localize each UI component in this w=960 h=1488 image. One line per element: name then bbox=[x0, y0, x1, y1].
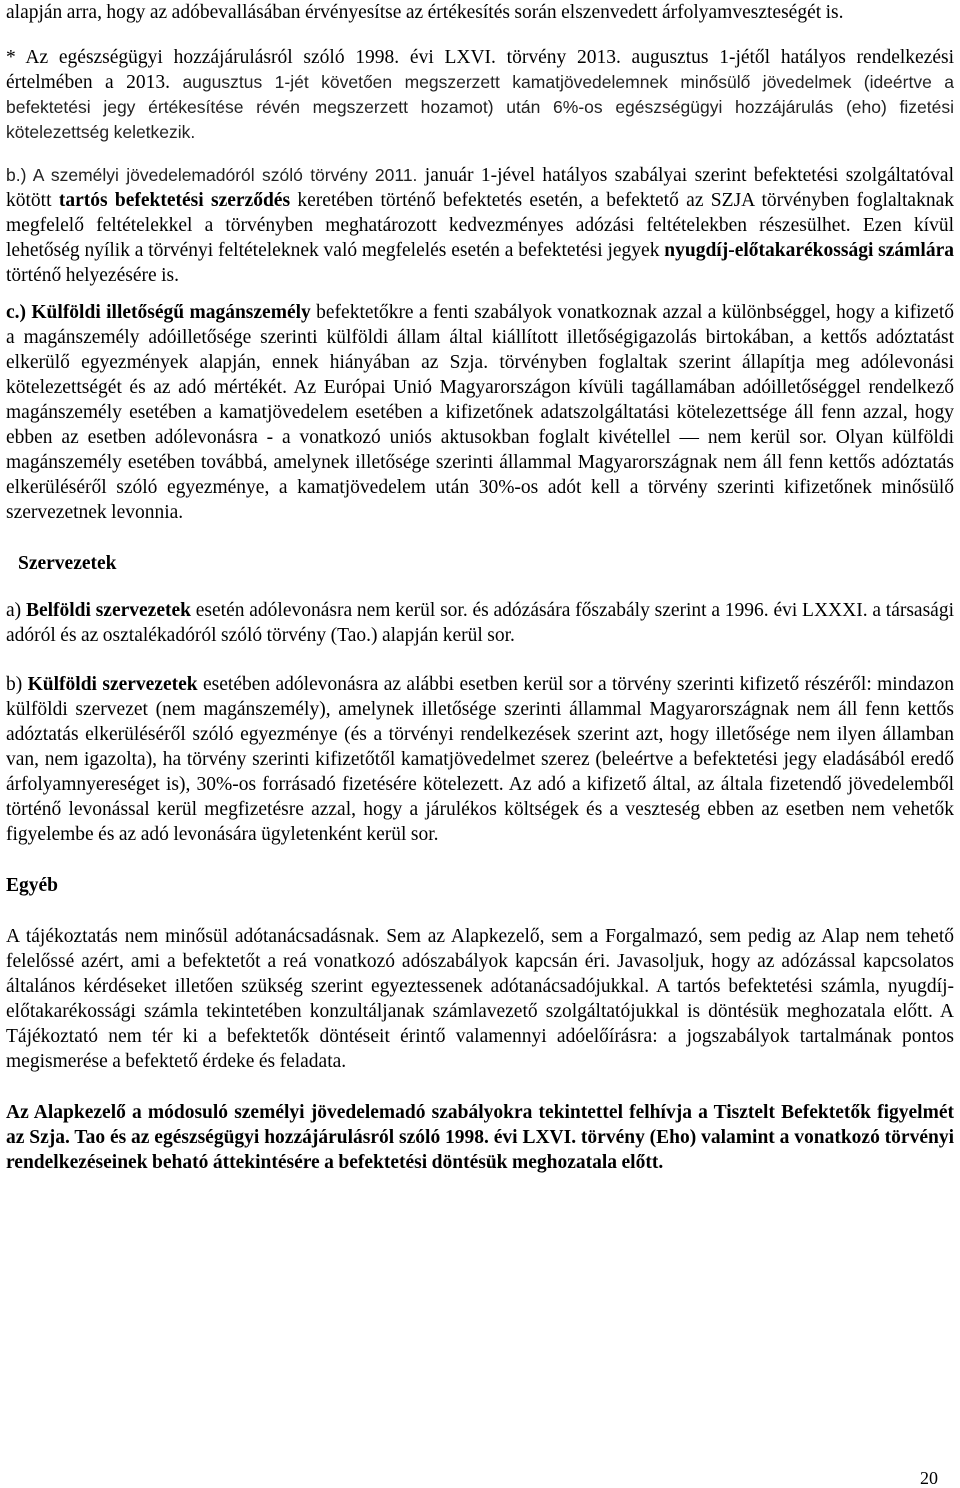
paragraph-eho-note bbox=[6, 45, 954, 145]
page-number: 20 bbox=[920, 1468, 938, 1488]
bold-term: nyugdíj-előtakarékossági számlára bbox=[664, 240, 954, 261]
paragraph-text: b) bbox=[6, 674, 28, 695]
paragraph-szja-tartos bbox=[6, 163, 954, 288]
paragraph-text: A tájékoztatás nem minősül adótanácsadásnak. Sem az Alapkezelő, sem a Forgalmazó, sem pedig az Alap nem tehető felelőssé azért, ami a befektetőt a reá vonatkozó adószabályok kapcsán éri. Javasoljuk, hogy az adózással kapcsolatos általános kérdéseket illetően szükség szerint egyeztessenek adótanácsadójukkal. A tartós befektetési számla, nyugdíj-előtakarékossági számla tekintetében konzultáljanak számlavezető szolgáltatójukkal is döntésük meghozatala előtt. A Tájékoztató nem tér ki a befektetők döntéseit érintő valamennyi adóelőírásra: a jogszabályok tartalmának pontos megismerése a befektető érdeke és feladata. bbox=[6, 926, 954, 1072]
section-heading-egyeb: Egyéb bbox=[6, 875, 59, 896]
paragraph-text: keretében történő befektetés esetén, a befektető az SZJA törvényben foglaltaknak megfelelő feltételekkel a törvényben meghatározott kedvezményes adózási feltételekben részesülhet. Ezen kívül lehetőség nyílik a törvényi feltételeknek való megfelelés esetén a befektetési jegyek bbox=[6, 190, 954, 261]
paragraph-text: esetében adólevonásra az alábbi esetben kerül sor a törvény szerinti kifizető részéről: mindazon külföldi szervezet (nem magánszemély), amelynek illetősége szerinti állammal Magyarországnak nem áll fenn kettős adóztatás elkerüléséről szóló egyezménye (és a törvényi rendelkezések szerint azt, hogy illetősége nem ilyen államban van, nem igazolta), ha törvény szerinti kifizetőtől kamatjövedelmet szerez (beleértve a befektetési jegy eladásából eredő árfolyamnyereséget is), 30%-os forrásadó fizetésére kötelezett. Az adó a kifizető által, az általa fizetendő jövedelemből történő levonással kerül megfizetésre azzal, hogy a járulékos költségek és a veszteség ebben az esetben nem vehetők figyelembe és az adó levonására ügyletenként kerül sor. bbox=[6, 674, 955, 845]
paragraph-text-sans: b.) A személyi jövedelemadóról szóló törvény 2011. bbox=[6, 165, 418, 185]
bold-term: c.) Külföldi illetőségű magánszemély bbox=[6, 302, 311, 323]
paragraph-kulfoldi-maganszemely bbox=[6, 300, 954, 525]
paragraph-text: a) bbox=[6, 600, 26, 621]
bold-term: Belföldi szervezetek bbox=[25, 600, 191, 621]
paragraph-text: alapján arra, hogy az adóbevallásában érvényesítse az értékesítés során elszenvedett árfolyamveszteségét is. bbox=[6, 2, 844, 23]
paragraph-text: Az Alapkezelő a módosuló személyi jövedelemadó szabályokra tekintettel felhívja a Tisztelt Befektetők figyelmét az Szja. Tao és az egészségügyi hozzájárulásról szóló 1998. évi LXVI. törvény (Eho) valamint a vonatkozó törvényi rendelkezéseinek beható áttekintésére a befektetési döntésük meghozatala előtt. bbox=[6, 1102, 954, 1173]
bold-term: tartós befektetési szerződés bbox=[58, 190, 291, 211]
paragraph-belfoldi-szervezetek bbox=[6, 598, 954, 648]
paragraph-text: január 1-jével hatályos szabályai szerint befektetési szolgáltatóval kötött bbox=[6, 165, 954, 211]
paragraph-text: * Az egészségügyi hozzájárulásról szóló 1998. évi LXVI. törvény 2013. augusztus 1-jétől hatályos rendelkezési értelmében a 2013. bbox=[6, 47, 954, 93]
paragraph-text-sans: augusztus 1-jét követően megszerzett kamatjövedelemnek minősülő jövedelmek (ideértve a befektetési jegy értékesítése révén megszerzett hozamot) után 6%-os egészségügyi hozzájárulás (eho) fizetési kötelezettség keletkezik. bbox=[6, 72, 954, 142]
paragraph-text: befektetőkre a fenti szabályok vonatkoznak azzal a különbséggel, hogy a kifizető a magánszemély adóilletősége szerinti külföldi állam által kiállított illetőségigazolás birtokában, a kettős adóztatást elkerülő egyezmények alapján, ennek hiányában az Szja. törvényben foglaltak szerint állapítja meg adólevonási kötelezettségét és az adó mértékét. Az Európai Unió Magyarországon kívüli tagállamában adóilletőséggel rendelkező magánszemély esetében a kamatjövedelem esetében a kifizetőnek adatszolgáltatási kötelezettsége áll fenn azzal, hogy ebben az esetben adólevonásra - a vonatkozó uniós aktusokban foglalt kivétellel — nem kerül sor. Olyan külföldi magánszemély esetében továbbá, amelynek illetősége szerinti állammal Magyarországnak nem áll fenn kettős adóztatás elkerüléséről szóló egyezménye, a kamatjövedelem után 30%-os adót kell a törvény szerinti kifizetőnek minősülő szervezetnek levonnia. bbox=[6, 302, 954, 523]
section-heading-szervezetek: Szervezetek bbox=[18, 553, 117, 574]
bold-term: Külföldi szervezetek bbox=[27, 674, 198, 695]
paragraph-text: történő helyezésére is. bbox=[6, 265, 179, 286]
paragraph-alapkezelo-notice bbox=[6, 1100, 954, 1175]
paragraph-kulfoldi-szervezetek bbox=[6, 672, 954, 847]
paragraph-text: esetén adólevonásra nem kerül sor. és adózására főszabály szerint a 1996. évi LXXXI. a társasági adóról és az osztalékadóról szóló törvény (Tao.) alapján kerül sor. bbox=[6, 600, 955, 646]
paragraph-intro-continuation bbox=[6, 0, 954, 25]
paragraph-disclaimer bbox=[6, 924, 954, 1074]
document-page bbox=[6, 0, 954, 1175]
